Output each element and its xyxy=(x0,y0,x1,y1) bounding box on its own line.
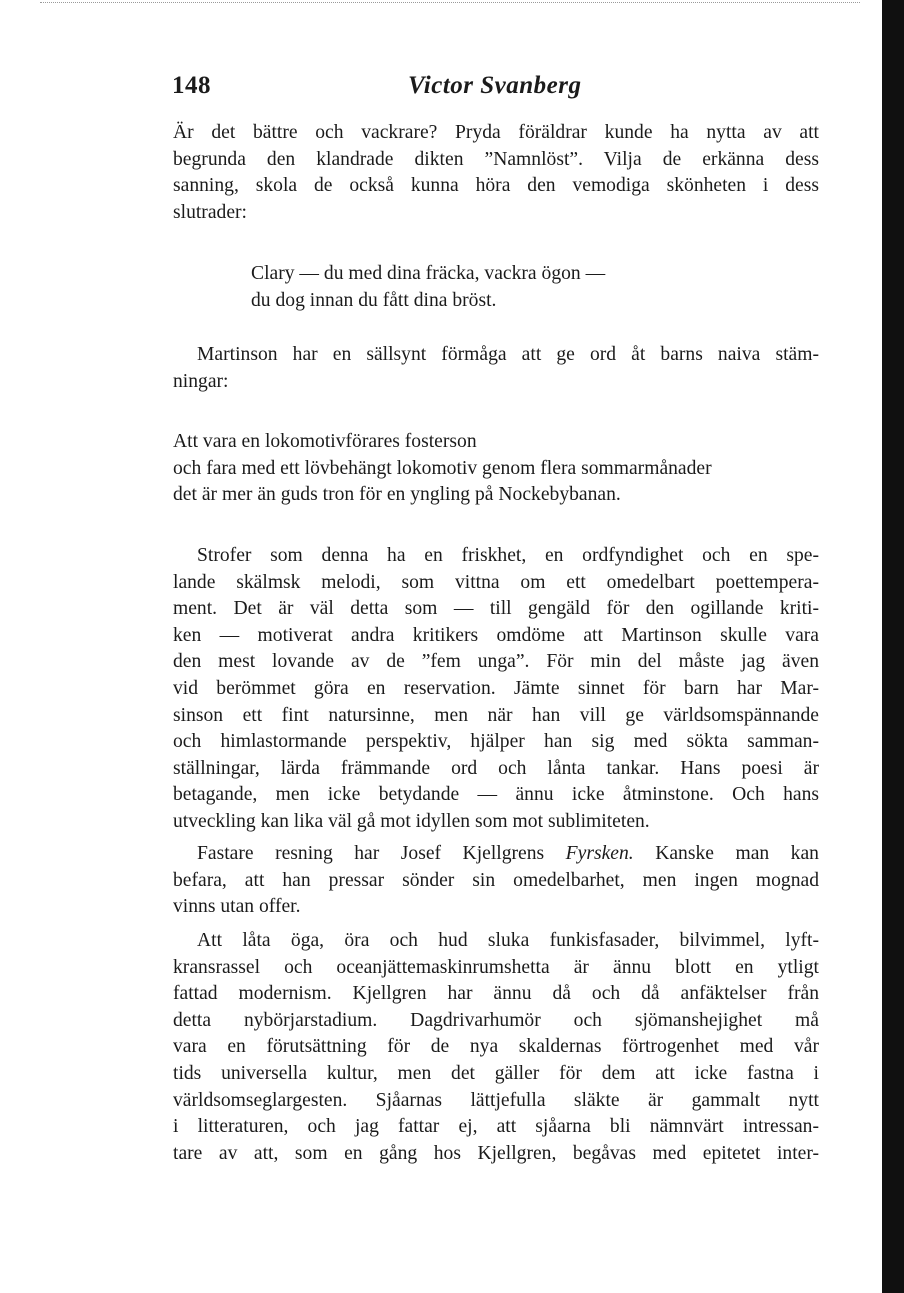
paragraph-3-line: och himlastormande perspektiv, hjälper han sig med sökta samman- xyxy=(173,731,819,753)
verse-line: Clary — du med dina fräcka, vackra ögon — xyxy=(251,263,606,284)
verse-line: Att vara en lokomotivförares fosterson xyxy=(173,431,477,452)
paragraph-3-line: Strofer som denna ha en friskhet, en ordfyndighet och en spe- xyxy=(197,545,819,566)
paragraph-4 xyxy=(173,841,819,921)
running-head: Victor Svanberg xyxy=(408,72,582,99)
paragraph-2-line: Martinson har en sällsynt förmåga att ge ord åt barns naiva stäm- xyxy=(197,344,819,365)
paragraph-3-line: ställningar, lärda främmande ord och lånta tankar. Hans poesi är xyxy=(173,757,819,779)
paragraph-4-text: Kanske man kan xyxy=(655,843,819,864)
paragraph-5-line: tids universella kultur, men det gäller för dem att icke fastna i xyxy=(173,1062,819,1084)
paragraph-4-line: befara, att han pressar sönder sin omedelbarhet, men ingen mognad xyxy=(173,869,819,891)
verse-line: du dog innan du fått dina bröst. xyxy=(251,289,497,311)
paragraph-5-line: Att låta öga, öra och hud sluka funkisfasader, bilvimmel, lyft- xyxy=(197,930,819,951)
paragraph-3-line: vid berömmet göra en reservation. Jämte sinnet för barn har Mar- xyxy=(173,677,819,699)
paragraph-5-line: kransrassel och oceanjättemaskinrumshetta är ännu blott en ytligt xyxy=(173,956,819,978)
paragraph-1-line: begrunda den klandrade dikten ”Namnlöst”. Vilja de erkänna dess xyxy=(173,148,819,170)
verse-line: det är mer än guds tron för en yngling på Nockebybanan. xyxy=(173,484,621,506)
paragraph-1 xyxy=(173,120,819,226)
paragraph-5-line: detta nybörjarstadium. Dagdrivarhumör och sjömanshejighet må xyxy=(173,1009,819,1031)
paragraph-5-line: tare av att, som en gång hos Kjellgren, begåvas med epitetet inter- xyxy=(173,1142,819,1164)
paragraph-4-line: vinns utan offer. xyxy=(173,896,301,918)
paragraph-5-line: världsomseglargesten. Sjåarnas lättjefulla släkte är gammalt nytt xyxy=(173,1089,819,1111)
paragraph-3-line: ment. Det är väl detta som — till gengäld för den ogillande kriti- xyxy=(173,598,819,620)
paragraph-3-line: utveckling kan lika väl gå mot idyllen som mot sublimiteten. xyxy=(173,810,650,832)
verse-quote-1 xyxy=(251,261,605,314)
page-number: 148 xyxy=(172,72,211,99)
verse-line: och fara med ett lövbehängt lokomotiv genom flera sommarmånader xyxy=(173,457,712,479)
book-title-fyrsken: Fyrsken. xyxy=(565,843,634,864)
paragraph-4-line xyxy=(173,841,819,868)
paragraph-1-line: slutrader: xyxy=(173,201,247,223)
scan-top-edge xyxy=(40,2,860,3)
paragraph-2 xyxy=(173,342,819,395)
paragraph-3-line: sinson ett fint natursinne, men när han vill ge världsomspännande xyxy=(173,704,819,726)
paragraph-5-line: vara en förutsättning för de nya skaldernas förtrogenhet med vår xyxy=(173,1036,819,1058)
paragraph-5-line: fattad modernism. Kjellgren har ännu då och då anfäktelser från xyxy=(173,983,819,1005)
paragraph-2-line: ningar: xyxy=(173,370,229,392)
paragraph-1-line: Är det bättre och vackrare? Pryda föräldrar kunde ha nytta av att xyxy=(173,122,819,143)
paragraph-3-line: ken — motiverat andra kritikers omdöme att Martinson skulle vara xyxy=(173,624,819,646)
paragraph-3-line: betagande, men icke betydande — ännu icke åtminstone. Och hans xyxy=(173,784,819,806)
paragraph-3 xyxy=(173,543,819,836)
paragraph-3-line: den mest lovande av de ”fem unga”. För min del måste jag även xyxy=(173,651,819,673)
paragraph-5-line: i litteraturen, och jag fattar ej, att sjåarna bli nämnvärt intressan- xyxy=(173,1116,819,1138)
paragraph-3-line: lande skälmsk melodi, som vittna om ett omedelbart poettempera- xyxy=(173,571,819,593)
scan-dark-edge xyxy=(882,0,904,1293)
verse-quote-2 xyxy=(173,429,712,509)
paragraph-1-line: sanning, skola de också kunna höra den vemodiga skönheten i dess xyxy=(173,175,819,197)
paragraph-5 xyxy=(173,928,819,1167)
paragraph-4-text: Fastare resning har Josef Kjellgrens xyxy=(197,843,545,864)
